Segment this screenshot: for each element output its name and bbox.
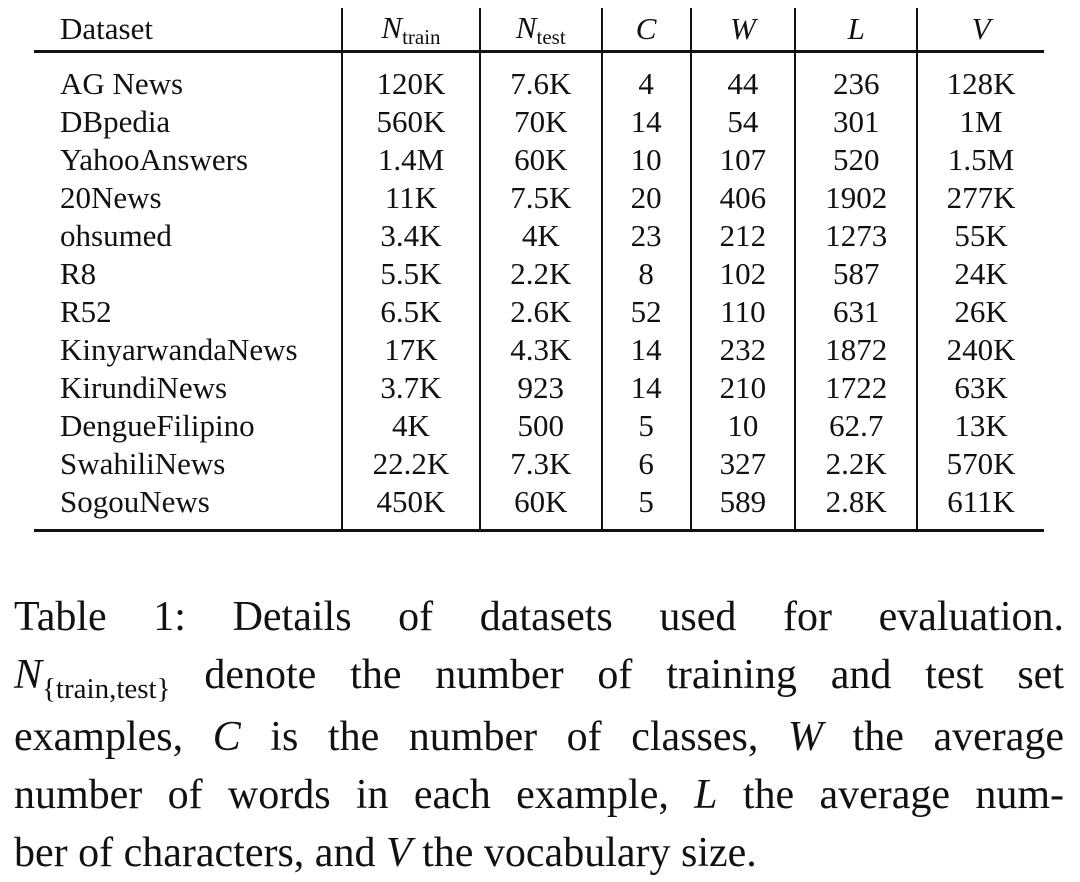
caption-line-5-a: ber of characters, and <box>14 830 386 876</box>
cell-l: 62.7 <box>795 407 917 445</box>
cell-l: 1722 <box>795 369 917 407</box>
table-row <box>34 407 1044 445</box>
table-body <box>34 52 1044 531</box>
cell-c: 10 <box>602 141 691 179</box>
header-n-test <box>480 8 602 52</box>
cell-n-test: 60K <box>480 141 602 179</box>
caption-line-4 <box>14 766 1064 824</box>
cell-dataset: DengueFilipino <box>60 408 255 443</box>
cell-c: 5 <box>602 407 691 445</box>
cell-n-train: 3.4K <box>342 217 480 255</box>
cell-c: 5 <box>602 483 691 531</box>
caption-line-1: Table 1: Details of datasets used for evaluation. <box>14 594 1064 640</box>
caption-line-3-a: examples, <box>14 714 213 760</box>
cell-c: 4 <box>602 52 691 104</box>
cell-l: 301 <box>795 103 917 141</box>
dataset-table-container <box>34 8 1044 532</box>
cell-v: 240K <box>917 331 1044 369</box>
header-c <box>602 8 691 52</box>
cell-n-test: 4K <box>480 217 602 255</box>
cell-v: 63K <box>917 369 1044 407</box>
cell-n-test: 923 <box>480 369 602 407</box>
cell-dataset: ohsumed <box>60 218 172 253</box>
cell-l: 2.8K <box>795 483 917 531</box>
header-l <box>795 8 917 52</box>
caption-line-3-c: the average <box>822 714 1064 760</box>
cell-n-test: 7.6K <box>480 52 602 104</box>
cell-n-test: 7.3K <box>480 445 602 483</box>
table-row <box>34 52 1044 104</box>
cell-v: 1M <box>917 103 1044 141</box>
cell-c: 52 <box>602 293 691 331</box>
cell-n-train: 120K <box>342 52 480 104</box>
cell-l: 631 <box>795 293 917 331</box>
header-c-symbol: C <box>635 11 657 46</box>
cell-v: 26K <box>917 293 1044 331</box>
header-w <box>691 8 796 52</box>
cell-dataset: DBpedia <box>60 104 171 139</box>
cell-n-train: 560K <box>342 103 480 141</box>
caption-line-2-text: denote the number of training and test set <box>170 652 1064 698</box>
header-l-symbol: L <box>847 11 865 46</box>
cell-l: 520 <box>795 141 917 179</box>
cell-w: 54 <box>691 103 796 141</box>
cell-l: 1872 <box>795 331 917 369</box>
cell-dataset: KinyarwandaNews <box>60 332 298 367</box>
cell-c: 14 <box>602 103 691 141</box>
caption-n-symbol: N <box>14 652 43 698</box>
cell-w: 212 <box>691 217 796 255</box>
cell-c: 8 <box>602 255 691 293</box>
cell-dataset: SwahiliNews <box>60 446 226 481</box>
cell-c: 6 <box>602 445 691 483</box>
cell-l: 1902 <box>795 179 917 217</box>
caption-w-symbol: W <box>787 714 823 760</box>
cell-w: 210 <box>691 369 796 407</box>
cell-n-test: 60K <box>480 483 602 531</box>
header-n-train-symbol: N <box>381 9 403 45</box>
cell-dataset: R52 <box>60 294 112 329</box>
cell-c: 20 <box>602 179 691 217</box>
header-n-test-symbol: N <box>515 9 537 45</box>
cell-dataset: 20News <box>60 180 162 215</box>
caption-v-symbol: V <box>385 830 412 876</box>
cell-l: 1273 <box>795 217 917 255</box>
header-n-train-sub: train <box>402 24 441 49</box>
table-caption <box>14 588 1064 882</box>
table-row <box>34 103 1044 141</box>
cell-w: 232 <box>691 331 796 369</box>
cell-n-test: 2.6K <box>480 293 602 331</box>
table-row <box>34 369 1044 407</box>
table-header-row <box>34 8 1044 52</box>
cell-v: 13K <box>917 407 1044 445</box>
cell-n-train: 3.7K <box>342 369 480 407</box>
table-row <box>34 331 1044 369</box>
header-w-symbol: W <box>730 11 756 46</box>
header-dataset: Dataset <box>34 8 342 52</box>
table-row <box>34 179 1044 217</box>
caption-c-symbol: C <box>212 714 241 760</box>
cell-w: 589 <box>691 483 796 531</box>
cell-w: 327 <box>691 445 796 483</box>
cell-n-test: 4.3K <box>480 331 602 369</box>
caption-line-4-b: the average num- <box>717 772 1064 818</box>
caption-line-3 <box>14 708 1064 766</box>
cell-w: 102 <box>691 255 796 293</box>
cell-n-train: 1.4M <box>342 141 480 179</box>
table-row <box>34 141 1044 179</box>
cell-w: 406 <box>691 179 796 217</box>
cell-n-train: 17K <box>342 331 480 369</box>
cell-v: 1.5M <box>917 141 1044 179</box>
caption-line-4-a: number of words in each example, <box>14 772 695 818</box>
header-v-symbol: V <box>971 11 991 46</box>
cell-v: 277K <box>917 179 1044 217</box>
cell-v: 611K <box>917 483 1044 531</box>
header-n-test-sub: test <box>536 24 566 49</box>
cell-dataset: R8 <box>60 256 97 291</box>
caption-n-subscript: {train,test} <box>42 673 171 705</box>
table-row <box>34 217 1044 255</box>
cell-c: 14 <box>602 331 691 369</box>
cell-n-train: 11K <box>342 179 480 217</box>
cell-n-train: 4K <box>342 407 480 445</box>
cell-l: 587 <box>795 255 917 293</box>
caption-line-2 <box>14 646 1064 708</box>
cell-l: 2.2K <box>795 445 917 483</box>
cell-dataset: YahooAnswers <box>60 142 249 177</box>
cell-n-test: 500 <box>480 407 602 445</box>
caption-l-symbol: L <box>694 772 718 818</box>
cell-v: 570K <box>917 445 1044 483</box>
caption-line-5-b: the vocabulary size. <box>411 830 757 876</box>
cell-n-train: 5.5K <box>342 255 480 293</box>
cell-n-train: 450K <box>342 483 480 531</box>
cell-v: 24K <box>917 255 1044 293</box>
header-n-train <box>342 8 480 52</box>
cell-n-train: 22.2K <box>342 445 480 483</box>
cell-l: 236 <box>795 52 917 104</box>
caption-line-3-b: is the number of classes, <box>240 714 788 760</box>
table-row <box>34 483 1044 531</box>
cell-dataset: KirundiNews <box>60 370 228 405</box>
cell-n-train: 6.5K <box>342 293 480 331</box>
cell-c: 23 <box>602 217 691 255</box>
cell-c: 14 <box>602 369 691 407</box>
cell-n-test: 7.5K <box>480 179 602 217</box>
cell-n-test: 70K <box>480 103 602 141</box>
cell-w: 107 <box>691 141 796 179</box>
cell-w: 44 <box>691 52 796 104</box>
cell-n-test: 2.2K <box>480 255 602 293</box>
cell-w: 110 <box>691 293 796 331</box>
header-v <box>917 8 1044 52</box>
table-row <box>34 255 1044 293</box>
dataset-table <box>34 8 1044 532</box>
table-row <box>34 293 1044 331</box>
caption-line-5 <box>14 824 1064 882</box>
cell-w: 10 <box>691 407 796 445</box>
cell-v: 128K <box>917 52 1044 104</box>
table-row <box>34 445 1044 483</box>
cell-v: 55K <box>917 217 1044 255</box>
cell-dataset: AG News <box>60 66 184 101</box>
cell-dataset: SogouNews <box>60 484 210 519</box>
